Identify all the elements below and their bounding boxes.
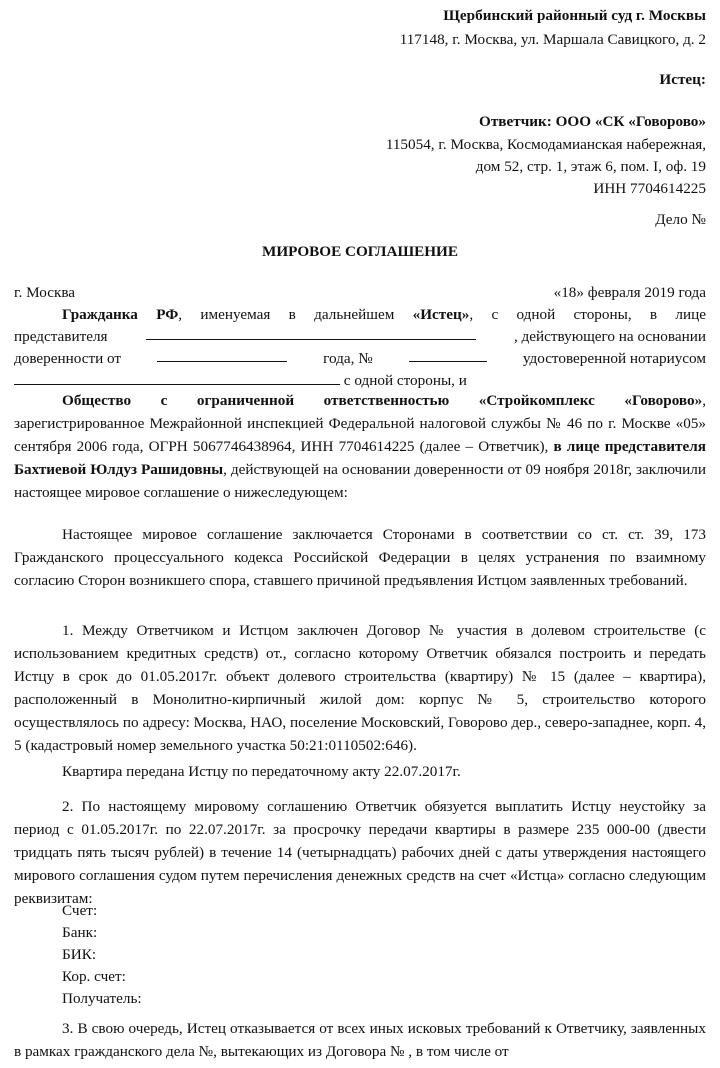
plaintiff-header: Истец:: [659, 71, 706, 88]
place-date-line: [14, 281, 706, 304]
requisite-corr-account: Кор. счет:: [62, 968, 126, 985]
defendant-inn: ИНН 7704614225: [593, 180, 706, 197]
defendant-label: Ответчик: ООО «СК «Говорово»: [479, 113, 706, 130]
power-of-attorney-number-blank: [409, 347, 487, 362]
requisite-bik: БИК:: [62, 946, 97, 963]
representative-label: представителя: [14, 328, 108, 345]
defendant-closing-text: , действующей на основании доверенности от 09 ноября 2018г, заключили настоящее мировое соглашение о нижеследующем:: [14, 461, 706, 501]
plaintiff-text1: , именуемая в дальнейшем: [178, 306, 413, 323]
plaintiff-line3: [14, 347, 706, 370]
plaintiff-line1: [14, 303, 706, 326]
requisite-account: Счет:: [62, 902, 98, 919]
place: г. Москва: [14, 284, 76, 301]
acting-basis-text: , действующего на основании: [513, 328, 706, 345]
defendant-company-name: Общество с ограниченной ответственностью «Стройкомплекс «Говорово»: [62, 392, 703, 409]
notary-label: удостоверенной нотариусом: [522, 350, 706, 367]
defendant-representative: в лице представителя Бахтиевой Юлдуз Рашидовны: [14, 438, 706, 478]
plaintiff-text2: , с одной стороны, в лице: [469, 306, 706, 323]
plaintiff-line2: [14, 325, 706, 348]
clause-3: 3. В свою очередь, Истец отказывается от всех иных исковых требований к Ответчику, заявленных в рамках гражданского дела №, вытекающих из Договора № , в том числе от: [14, 1020, 706, 1060]
court-name: Щербинский районный суд г. Москвы: [443, 7, 706, 24]
clause-2: 2. По настоящему мировому соглашению Ответчик обязуется выплатить Истцу неустойку за период с 01.05.2017г. по 22.07.2017г. за просрочку передачи квартиры в размере 235 000-00 (двести тридцать пять тысяч рублей) в течение 14 (четырнадцать) рабочих дней с даты утверждения настоящего мирового соглашения судом путем перечисления денежных средств на счет «Истца» согласно следующим реквизитам:: [14, 798, 706, 907]
defendant-paragraph: [14, 389, 706, 504]
transfer-act-line: Квартира передана Истцу по передаточному акту 22.07.2017г.: [62, 763, 461, 780]
preamble-paragraph: Настоящее мировое соглашение заключается Сторонами в соответствии со ст. ст. 39, 173 Гражданского процессуального кодекса Российской Федерации в целях устранения по взаимному согласию Сторон возникшего спора, ставшего причиной предъявления Истцом заявленных требований.: [14, 526, 706, 589]
requisite-bank: Банк:: [62, 924, 98, 941]
power-of-attorney-label: доверенности от: [14, 350, 122, 367]
defendant-address-line2: дом 52, стр. 1, этаж 6, пом. I, оф. 19: [475, 158, 706, 175]
one-side-text: с одной стороны, и: [343, 372, 467, 389]
clause-1: 1. Между Ответчиком и Истцом заключен Договор № участия в долевом строительстве (с использованием кредитных средств) от., согласно которому Ответчик обязался построить и передать Истцу в срок до 01.05.2017г. объект долевого строительства (квартиру) № 15 (далее – квартира), расположенный в Монолитно-кирпичный жилой дом: корпус № 5, строительство которого осуществлялось по адресу: Москва, НАО, поселение Московский, Говорово дер., северо-западнее, корп. 4, 5 (кадастровый номер земельного участка 50:21:0110502:646).: [14, 622, 706, 754]
notary-blank: [14, 370, 340, 385]
plaintiff-citizen: Гражданка РФ: [62, 306, 179, 323]
power-of-attorney-date-blank: [157, 347, 287, 362]
plaintiff-term: «Истец»: [412, 306, 470, 323]
requisite-recipient: Получатель:: [62, 990, 142, 1007]
date: «18» февраля 2019 года: [553, 284, 706, 301]
case-number: Дело №: [655, 211, 706, 228]
defendant-registration-text: , зарегистрированное Межрайонной инспекцией Федеральной налоговой службы № 46 по г. Москве «05» сентября 2006 года, ОГРН 5067746438964, ИНН 7704614225 (далее – Ответчик),: [14, 392, 706, 455]
document-title: МИРОВОЕ СОГЛАШЕНИЕ: [261, 243, 459, 260]
year-number-label: года, №: [323, 350, 373, 367]
representative-blank: [146, 325, 476, 340]
court-address: 117148, г. Москва, ул. Маршала Савицкого, д. 2: [399, 31, 706, 48]
defendant-address-line1: 115054, г. Москва, Космодамианская набережная,: [385, 136, 706, 153]
